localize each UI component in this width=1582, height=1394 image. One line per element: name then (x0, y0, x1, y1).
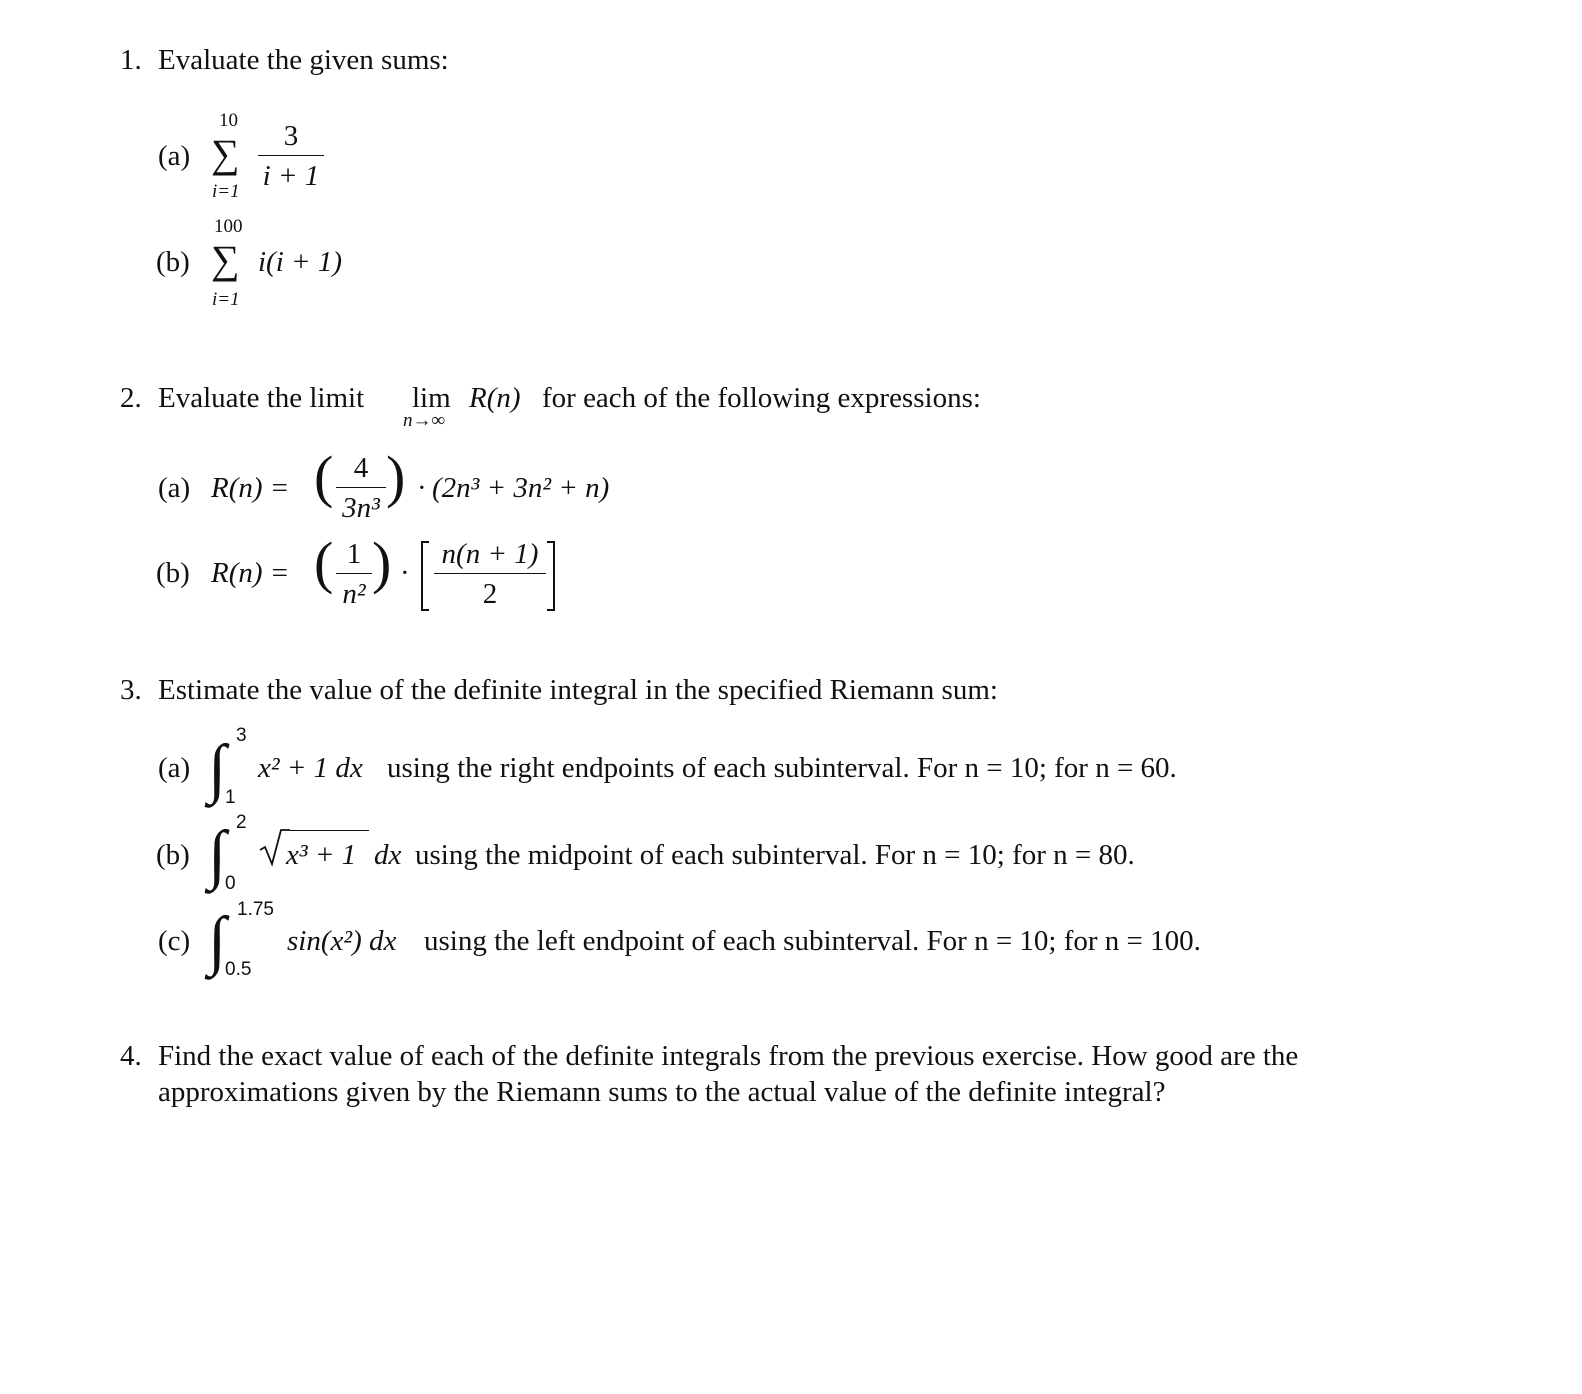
riemann-description: using the midpoint of each subinterval. For n = 10; for n = 80. (415, 839, 1135, 871)
riemann-description: using the right endpoints of each subinterval. For n = 10; for n = 60. (387, 752, 1177, 784)
fraction-denominator: i + 1 (262, 160, 320, 192)
integral-lower-limit: 0.5 (225, 959, 252, 980)
integral-lower-limit: 0 (225, 873, 236, 894)
integral-upper-limit: 3 (236, 725, 247, 746)
part-label: (b) (156, 246, 190, 278)
problem-3-number: 3. (120, 674, 142, 706)
right-paren: ) (372, 530, 392, 595)
problem-4-number: 4. (120, 1040, 142, 1072)
expression-lhs: R(n) = (211, 557, 290, 589)
problem-2-number: 2. (120, 382, 142, 414)
left-paren: ( (314, 530, 334, 595)
limit-function: R(n) (469, 382, 521, 414)
sum-upper-limit: 10 (219, 110, 238, 131)
polynomial-factor: (2n³ + 3n² + n) (432, 472, 610, 504)
integral-upper-limit: 1.75 (237, 899, 274, 920)
part-label: (b) (156, 557, 190, 589)
radical-bar (289, 830, 369, 831)
integral-symbol: ∫ (208, 904, 227, 977)
fraction-denominator: n² (342, 578, 366, 610)
fraction-numerator: 4 (353, 452, 369, 484)
sum-upper-limit: 100 (214, 216, 243, 237)
expression-lhs: R(n) = (211, 472, 290, 504)
left-paren: ( (314, 444, 334, 509)
sum-lower-limit: i=1 (212, 181, 240, 202)
integrand: x² + 1 dx (258, 752, 363, 784)
dot-operator: · (417, 472, 427, 504)
dot-operator: · (400, 557, 410, 589)
problem-2-text-after: for each of the following expressions: (542, 382, 981, 414)
problem-1-number: 1. (120, 44, 142, 76)
fraction-bar (434, 573, 546, 574)
sum-term: i(i + 1) (258, 246, 342, 278)
part-label: (a) (158, 752, 191, 784)
right-paren: ) (386, 444, 406, 509)
integral-upper-limit: 2 (236, 812, 247, 833)
riemann-description: using the left endpoint of each subinterval. For n = 10; for n = 100. (424, 925, 1201, 957)
problem-3-text: Estimate the value of the definite integral in the specified Riemann sum: (158, 674, 998, 706)
integral-symbol: ∫ (208, 818, 227, 891)
part-label: (a) (158, 140, 191, 172)
lim-subscript: n→∞ (403, 410, 446, 431)
fraction-bar (336, 573, 372, 574)
radicand: x³ + 1 (286, 839, 357, 871)
fraction-denominator: 3n³ (342, 492, 380, 524)
fraction-bar (258, 155, 324, 156)
part-label: (c) (158, 925, 191, 957)
fraction-bar (336, 487, 386, 488)
differential: dx (374, 839, 402, 871)
part-label: (a) (158, 472, 191, 504)
integral-symbol: ∫ (208, 732, 227, 805)
fraction-denominator: 2 (482, 578, 498, 610)
problem-2-text-before: Evaluate the limit (158, 382, 365, 414)
sigma-symbol: ∑ (211, 237, 240, 282)
sigma-symbol: ∑ (211, 131, 240, 176)
problem-4-text-line-2: approximations given by the Riemann sums to the actual value of the definite integral? (158, 1076, 1166, 1108)
sum-lower-limit: i=1 (212, 289, 240, 310)
problem-1-text: Evaluate the given sums: (158, 44, 449, 76)
fraction-numerator: n(n + 1) (441, 538, 539, 570)
fraction-numerator: 1 (346, 538, 362, 570)
part-label: (b) (156, 839, 190, 871)
lim-operator: lim (412, 382, 451, 414)
problem-4-text-line-1: Find the exact value of each of the definite integrals from the previous exercise. How good are the (158, 1040, 1299, 1072)
fraction-numerator: 3 (283, 120, 299, 152)
integral-lower-limit: 1 (225, 787, 236, 808)
integrand: sin(x²) dx (287, 925, 397, 957)
